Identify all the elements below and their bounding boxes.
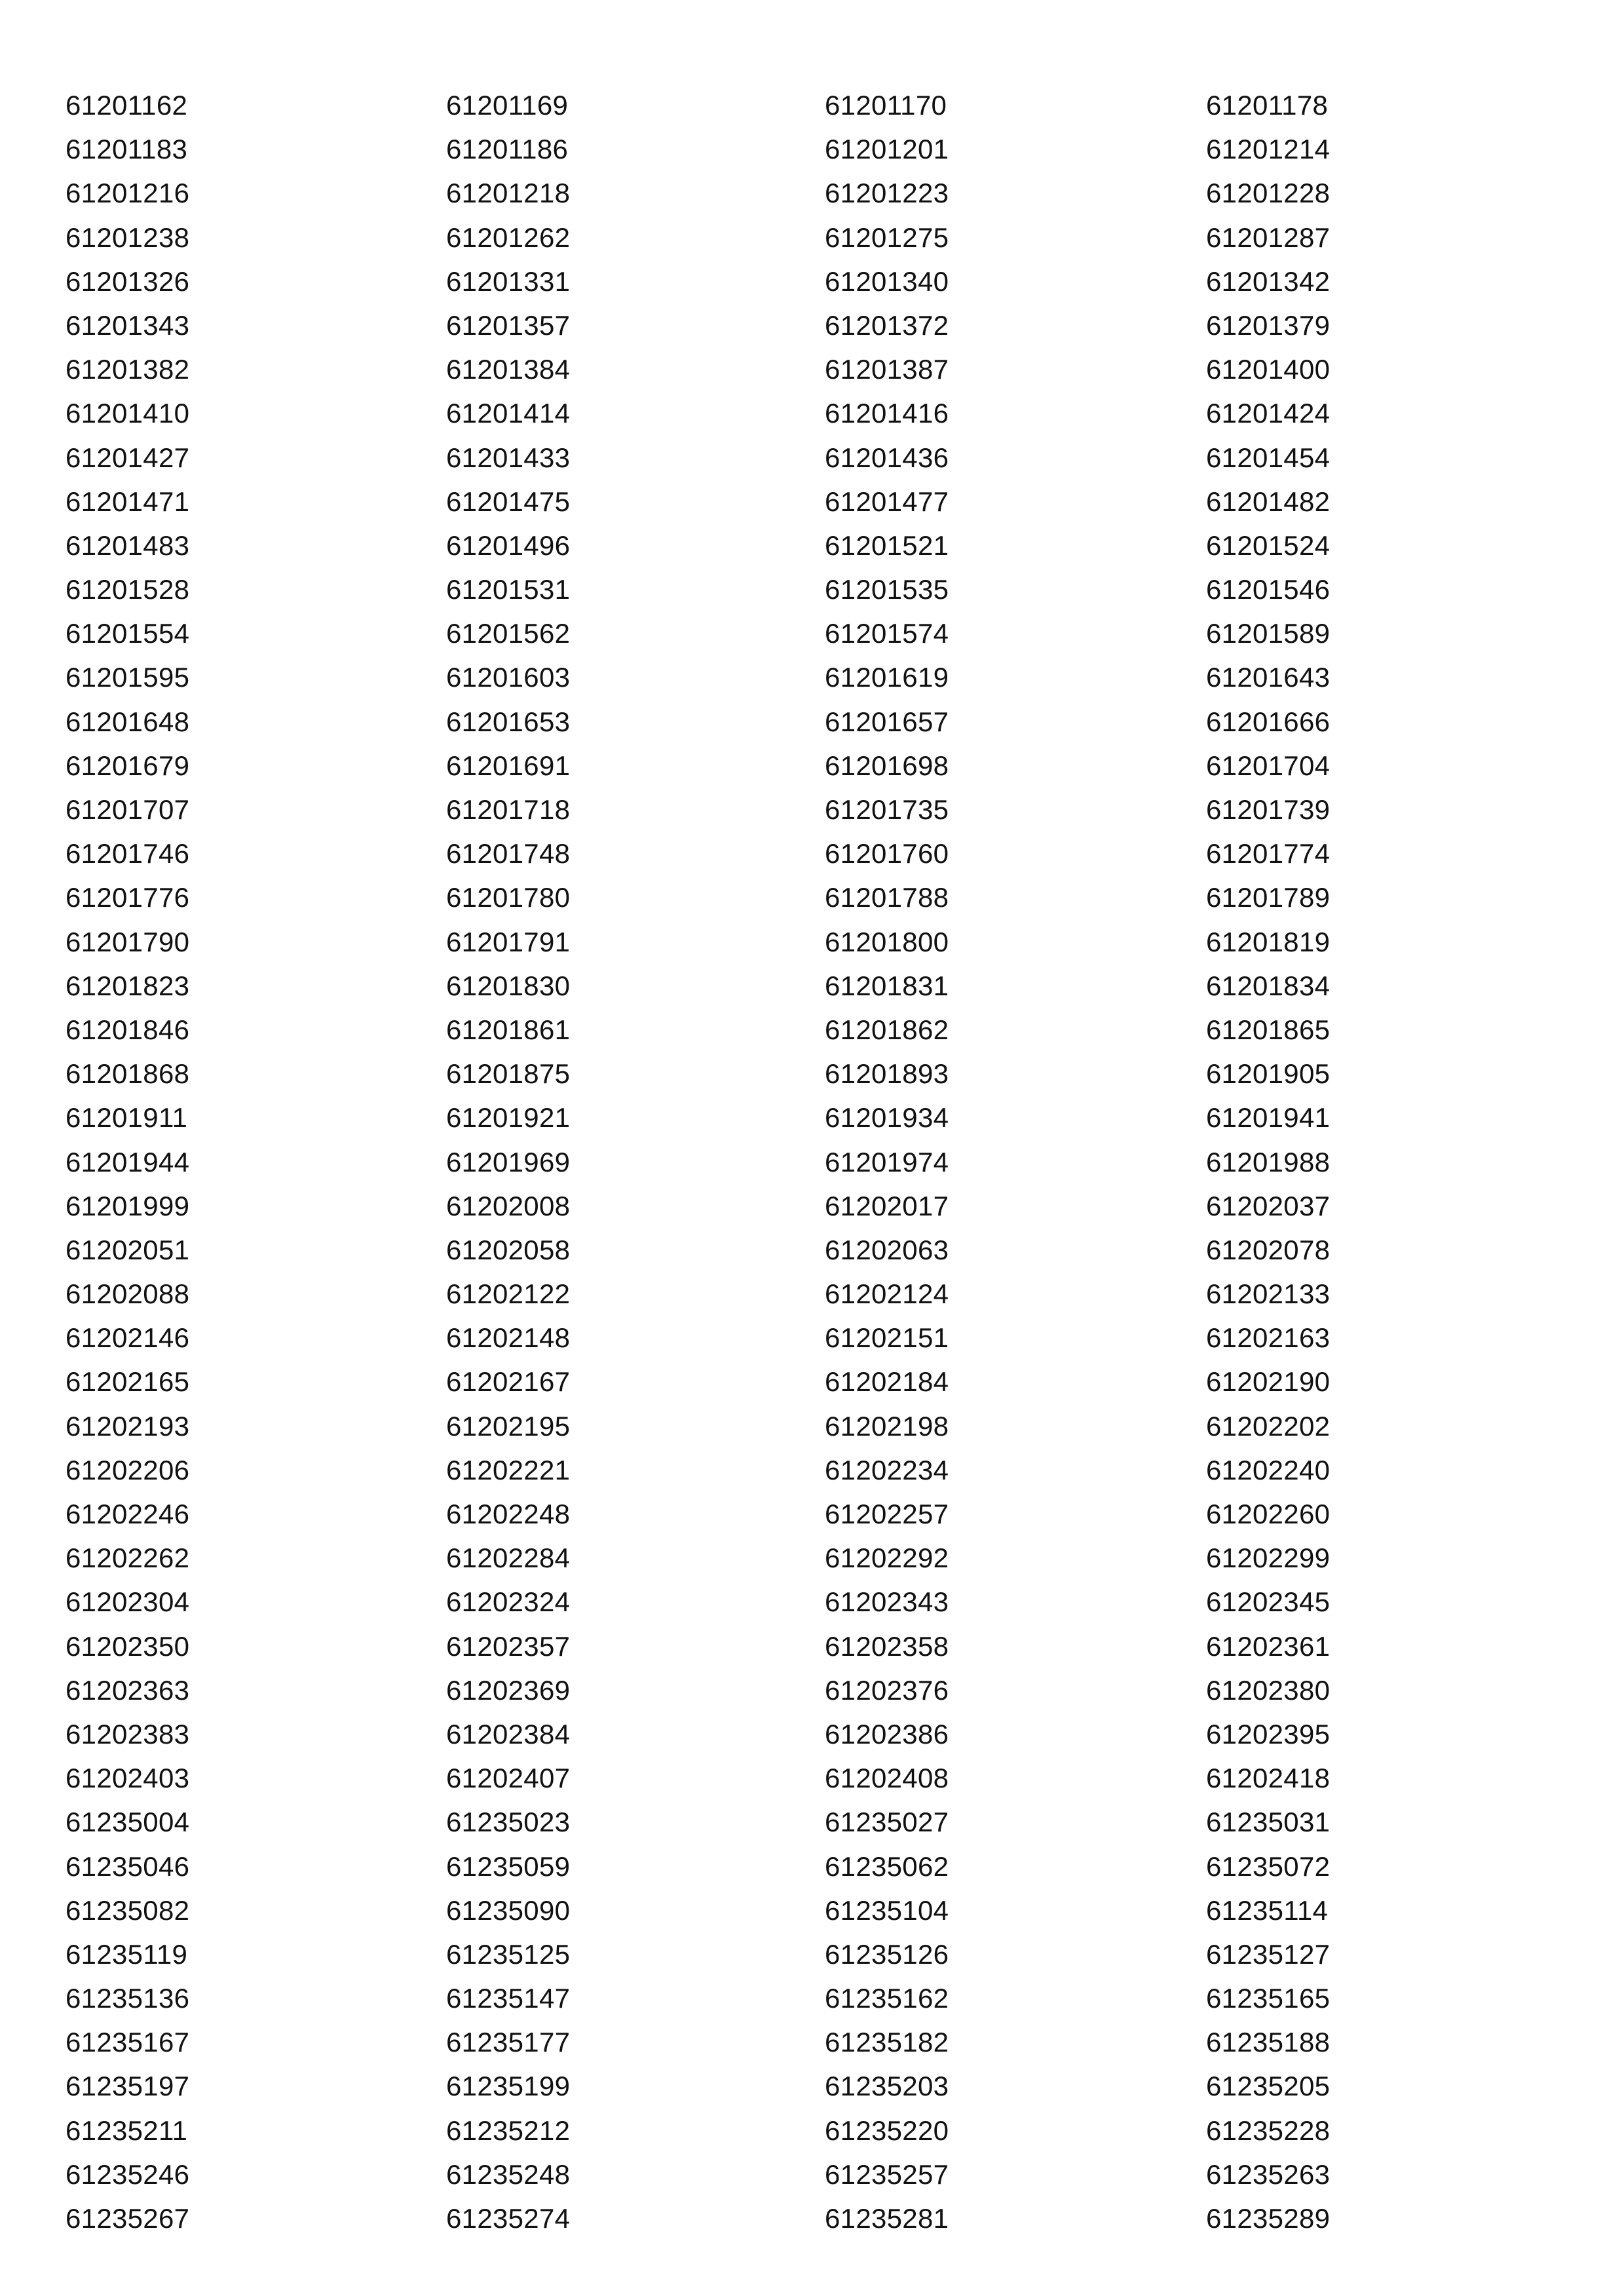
number-cell: 61201169 [446,90,569,121]
number-cell: 61201201 [825,134,949,165]
number-cell: 61235199 [446,2071,571,2102]
number-cell: 61201400 [1206,354,1331,385]
number-cell: 61235220 [825,2114,949,2146]
number-cell: 61201760 [825,838,949,870]
number-cell: 61202190 [1206,1366,1331,1398]
number-cell: 61201554 [66,618,190,649]
number-cell: 61201162 [66,90,188,121]
number-cell: 61202151 [825,1322,949,1354]
number-cell: 61202284 [446,1542,571,1574]
number-cell: 61201595 [66,662,190,693]
number-cell: 61201471 [66,486,190,517]
number-grid [66,83,1560,2240]
number-cell: 61235104 [825,1894,949,1926]
number-cell: 61235027 [825,1807,949,1838]
number-cell: 61201748 [446,838,571,870]
number-cell: 61201379 [1206,309,1331,341]
number-cell: 61201343 [66,309,190,341]
number-cell: 61202008 [446,1190,571,1221]
number-cell: 61202358 [825,1630,949,1662]
number-cell: 61202262 [66,1542,190,1574]
number-cell: 61201739 [1206,794,1331,825]
number-cell: 61202350 [66,1630,190,1662]
number-cell: 61201974 [825,1146,949,1177]
number-cell: 61235212 [446,2114,571,2146]
number-cell: 61202361 [1206,1630,1331,1662]
number-cell: 61202133 [1206,1278,1331,1310]
number-cell: 61201482 [1206,486,1331,517]
number-cell: 61235197 [66,2071,190,2102]
number-cell: 61201735 [825,794,949,825]
number-cell: 61201178 [1206,90,1329,121]
number-cell: 61202078 [1206,1234,1331,1265]
number-cell: 61235090 [446,1894,571,1926]
number-cell: 61202384 [446,1718,571,1750]
number-cell: 61235267 [66,2203,190,2234]
number-cell: 61201698 [825,750,949,781]
number-cell: 61235147 [446,1983,571,2014]
number-cell: 61201893 [825,1058,949,1090]
number-cell: 61201528 [66,574,190,605]
number-cell: 61201387 [825,354,949,385]
number-cell: 61235072 [1206,1850,1331,1882]
number-cell: 61202122 [446,1278,571,1310]
number-cell: 61202292 [825,1542,949,1574]
number-cell: 61202058 [446,1234,571,1265]
number-cell: 61202221 [446,1454,571,1485]
number-cell: 61202403 [66,1763,190,1794]
number-cell: 61201679 [66,750,190,781]
number-cell: 61202146 [66,1322,190,1354]
number-cell: 61201780 [446,882,571,913]
number-cell: 61201657 [825,706,949,737]
number-cell: 61202248 [446,1499,571,1529]
number-cell: 61201372 [825,309,949,341]
number-cell: 61202193 [66,1410,190,1442]
number-cell: 61202380 [1206,1674,1331,1706]
number-cell: 61235114 [1206,1894,1329,1926]
number-cell: 61201868 [66,1058,190,1090]
number-cell: 61201275 [825,221,949,253]
number-cell: 61201496 [446,529,571,561]
number-cell: 61201648 [66,706,190,737]
number-cell: 61235182 [825,2027,949,2058]
number-cell: 61235188 [1206,2027,1331,2058]
number-cell: 61201546 [1206,574,1331,605]
number-cell: 61201800 [825,926,949,957]
number-cell: 61201326 [66,265,190,297]
number-cell: 61201619 [825,662,949,693]
number-cell: 61202324 [446,1586,571,1618]
number-cell: 61202418 [1206,1763,1331,1794]
number-cell: 61202167 [446,1366,571,1398]
number-cell: 61201342 [1206,265,1331,297]
number-cell: 61202240 [1206,1454,1331,1485]
number-cell: 61201186 [446,134,569,165]
number-cell: 61201574 [825,618,949,649]
number-cell: 61202343 [825,1586,949,1618]
number-cell: 61235177 [446,2027,571,2058]
number-cell: 61202407 [446,1763,571,1794]
number-cell: 61201819 [1206,926,1331,957]
number-cell: 61202395 [1206,1718,1331,1750]
number-cell: 61235082 [66,1894,190,1926]
number-cell: 61202363 [66,1674,190,1706]
number-cell: 61235023 [446,1807,571,1838]
number-cell: 61202063 [825,1234,949,1265]
number-cell: 61201483 [66,529,190,561]
number-cell: 61235165 [1206,1983,1331,2014]
number-cell: 61201999 [66,1190,190,1221]
number-cell: 61201776 [66,882,190,913]
number-cell: 61201433 [446,442,571,473]
number-cell: 61201643 [1206,662,1331,693]
number-cell: 61201382 [66,354,190,385]
number-cell: 61202257 [825,1499,949,1529]
number-cell: 61202088 [66,1278,190,1310]
number-cell: 61201214 [1206,134,1331,165]
number-cell: 61201436 [825,442,949,473]
number-cell: 61235263 [1206,2158,1331,2190]
number-cell: 61202386 [825,1718,949,1750]
number-cell: 61201830 [446,970,571,1001]
number-cell: 61201562 [446,618,571,649]
number-cell: 61201788 [825,882,949,913]
number-cell: 61201416 [825,398,949,429]
number-cell: 61201216 [66,178,190,209]
number-cell: 61201223 [825,178,949,209]
number-cell: 61201424 [1206,398,1331,429]
number-cell: 61201905 [1206,1058,1331,1090]
number-cell: 61201340 [825,265,949,297]
number-cell: 61235289 [1206,2203,1331,2234]
number-cell: 61202051 [66,1234,190,1265]
number-cell: 61235274 [446,2203,571,2234]
number-cell: 61235119 [66,1938,188,1970]
number-cell: 61202369 [446,1674,571,1706]
number-cell: 61235127 [1206,1938,1331,1970]
number-cell: 61202234 [825,1454,949,1485]
number-cell: 61201791 [446,926,571,957]
number-cell: 61201410 [66,398,190,429]
number-cell: 61201477 [825,486,949,517]
number-cell: 61201988 [1206,1146,1331,1177]
number-cell: 61201746 [66,838,190,870]
number-cell: 61235125 [446,1938,571,1970]
number-cell: 61202198 [825,1410,949,1442]
number-cell: 61201707 [66,794,190,825]
number-cell: 61235281 [825,2203,949,2234]
number-cell: 61201531 [446,574,571,605]
number-cell: 61235203 [825,2071,949,2102]
number-cell: 61202383 [66,1718,190,1750]
number-cell: 61201865 [1206,1014,1331,1045]
number-cell: 61201921 [446,1102,571,1134]
number-cell: 61201427 [66,442,190,473]
number-cell: 61202345 [1206,1586,1331,1618]
number-cell: 61202246 [66,1499,190,1529]
number-cell: 61235059 [446,1850,571,1882]
number-cell: 61201944 [66,1146,190,1177]
number-cell: 61201603 [446,662,571,693]
number-cell: 61235136 [66,1983,190,2014]
number-cell: 61201331 [446,265,571,297]
number-cell: 61235246 [66,2158,190,2190]
number-cell: 61201653 [446,706,571,737]
number-cell: 61235004 [66,1807,190,1838]
number-cell: 61201718 [446,794,571,825]
number-cell: 61201475 [446,486,571,517]
number-cell: 61201774 [1206,838,1331,870]
number-cell: 61202376 [825,1674,949,1706]
number-cell: 61202202 [1206,1410,1331,1442]
number-cell: 61202357 [446,1630,571,1662]
number-cell: 61201969 [446,1146,571,1177]
number-cell: 61202206 [66,1454,190,1485]
number-cell: 61235205 [1206,2071,1331,2102]
number-cell: 61235248 [446,2158,571,2190]
number-cell: 61201287 [1206,221,1331,253]
number-cell: 61201823 [66,970,190,1001]
number-cell: 61201228 [1206,178,1331,209]
number-cell: 61235167 [66,2027,190,2058]
number-cell: 61202408 [825,1763,949,1794]
number-cell: 61235162 [825,1983,949,2014]
number-cell: 61201384 [446,354,571,385]
number-cell: 61201183 [66,134,188,165]
number-cell: 61201454 [1206,442,1331,473]
number-cell: 61202037 [1206,1190,1331,1221]
number-cell: 61201589 [1206,618,1331,649]
number-cell: 61201691 [446,750,571,781]
number-cell: 61201535 [825,574,949,605]
number-cell: 61201790 [66,926,190,957]
number-cell: 61235031 [1206,1807,1331,1838]
number-cell: 61201666 [1206,706,1331,737]
number-cell: 61201862 [825,1014,949,1045]
number-cell: 61201521 [825,529,949,561]
number-cell: 61201934 [825,1102,949,1134]
number-cell: 61201941 [1206,1102,1331,1134]
number-cell: 61235257 [825,2158,949,2190]
number-cell: 61202165 [66,1366,190,1398]
number-cell: 61201238 [66,221,190,253]
number-cell: 61202299 [1206,1542,1331,1574]
number-cell: 61235062 [825,1850,949,1882]
number-cell: 61201831 [825,970,949,1001]
number-cell: 61235126 [825,1938,949,1970]
number-cell: 61201218 [446,178,571,209]
number-cell: 61201524 [1206,529,1331,561]
number-cell: 61202184 [825,1366,949,1398]
number-cell: 61201414 [446,398,571,429]
number-cell: 61201357 [446,309,571,341]
number-cell: 61201834 [1206,970,1331,1001]
number-cell: 61201911 [66,1102,188,1134]
number-cell: 61202163 [1206,1322,1331,1354]
number-cell: 61201170 [825,90,947,121]
number-cell: 61201846 [66,1014,190,1045]
number-cell: 61201704 [1206,750,1331,781]
number-cell: 61201875 [446,1058,571,1090]
number-cell: 61201789 [1206,882,1331,913]
number-cell: 61201262 [446,221,571,253]
number-cell: 61202260 [1206,1499,1331,1529]
number-cell: 61201861 [446,1014,571,1045]
number-cell: 61202148 [446,1322,571,1354]
number-cell: 61202195 [446,1410,571,1442]
number-cell: 61202304 [66,1586,190,1618]
number-cell: 61202017 [825,1190,949,1221]
number-cell: 61235046 [66,1850,190,1882]
number-cell: 61235211 [66,2114,188,2146]
number-cell: 61235228 [1206,2114,1331,2146]
number-cell: 61202124 [825,1278,949,1310]
